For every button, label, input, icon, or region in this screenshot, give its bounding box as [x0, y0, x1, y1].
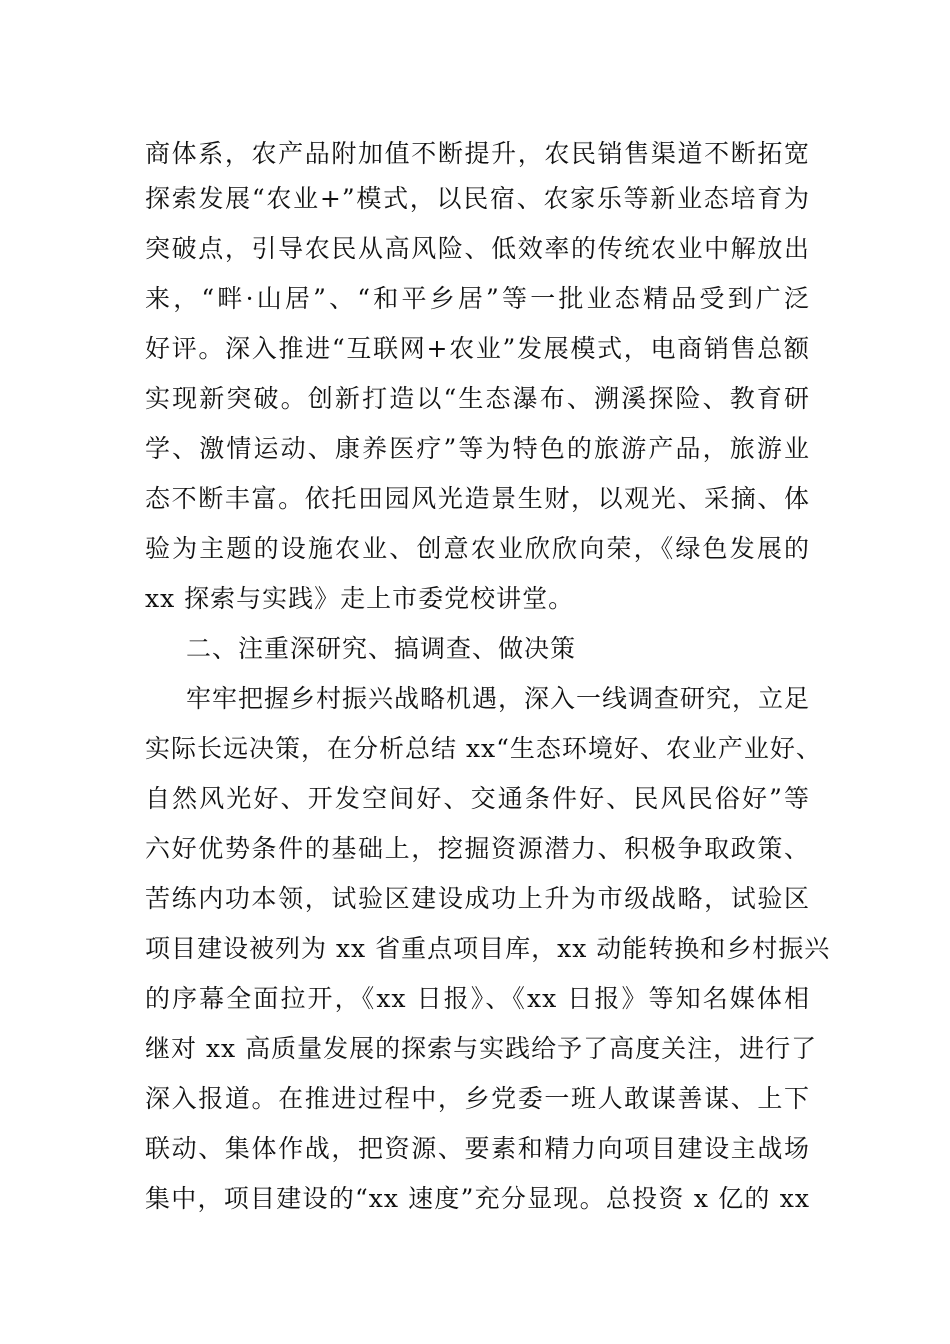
paragraph-line: 深入报道。在推进过程中，乡党委一班人敢谋善谋、上下: [145, 1084, 810, 1113]
paragraph-line: 态不断丰富。依托田园风光造景生财，以观光、采摘、体: [145, 484, 810, 513]
paragraph-line: xx 探索与实践》走上市委党校讲堂。: [145, 584, 575, 613]
paragraph-line: 验为主题的设施农业、创意农业欣欣向荣，《绿色发展的: [145, 534, 810, 563]
paragraph-line: 商体系，农产品附加值不断提升，农民销售渠道不断拓宽: [145, 139, 810, 168]
paragraph-line: 继对 xx 高质量发展的探索与实践给予了高度关注，进行了: [145, 1034, 818, 1063]
paragraph-line: 苦练内功本领，试验区建设成功上升为市级战略，试验区: [145, 884, 810, 913]
paragraph-line: 六好优势条件的基础上，挖掘资源潜力、积极争取政策、: [145, 834, 810, 863]
paragraph-line: 自然风光好、开发空间好、交通条件好、民风民俗好”等: [145, 784, 810, 813]
paragraph-line: 联动、集体作战，把资源、要素和精力向项目建设主战场: [145, 1134, 810, 1163]
paragraph-line: 探索发展“农业+”模式，以民宿、农家乐等新业态培育为: [145, 184, 810, 213]
section-heading: 二、注重深研究、搞调查、做决策: [186, 634, 577, 663]
paragraph-line: 突破点，引导农民从高风险、低效率的传统农业中解放出: [145, 234, 810, 263]
paragraph-line: 好评。深入推进“互联网+农业”发展模式，电商销售总额: [145, 334, 810, 363]
paragraph-line: 牢牢把握乡村振兴战略机遇，深入一线调查研究，立足: [186, 684, 811, 713]
paragraph-line: 学、激情运动、康养医疗”等为特色的旅游产品，旅游业: [145, 434, 810, 463]
paragraph-line: 的序幕全面拉开，《xx 日报》、《xx 日报》等知名媒体相: [145, 984, 810, 1013]
paragraph-line: 实际长远决策，在分析总结 xx“生态环境好、农业产业好、: [145, 734, 822, 763]
paragraph-line: 实现新突破。创新打造以“生态瀑布、溯溪探险、教育研: [145, 384, 810, 413]
paragraph-line: 来，“畔·山居”、“和平乡居”等一批业态精品受到广泛: [145, 284, 810, 313]
paragraph-line: 集中，项目建设的“xx 速度”充分显现。总投资 x 亿的 xx: [145, 1184, 810, 1213]
paragraph-line: 项目建设被列为 xx 省重点项目库，xx 动能转换和乡村振兴: [145, 934, 831, 963]
